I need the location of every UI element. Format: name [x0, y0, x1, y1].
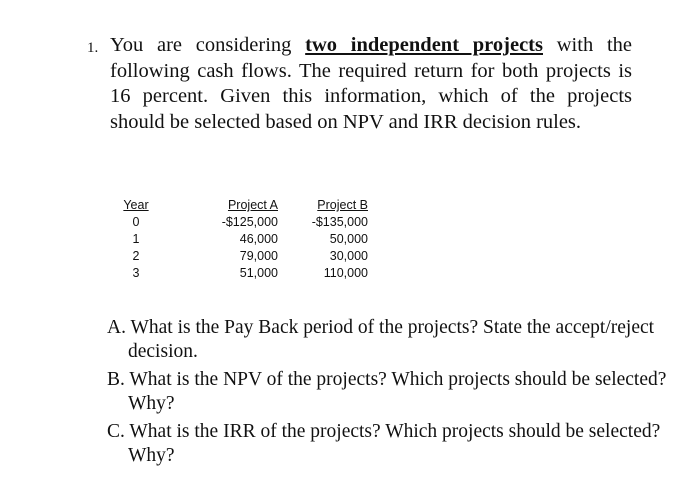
header-project-a: Project A: [227, 198, 278, 212]
cell-project-a: 51,000: [239, 266, 278, 280]
cell-project-a: -$125,000: [221, 215, 278, 229]
table-row: [112, 214, 368, 231]
cell-year: 1: [132, 232, 140, 246]
intro-emphasis: two independent projects: [305, 34, 543, 56]
question-number: 1.: [87, 40, 99, 56]
cell-project-a: 46,000: [239, 232, 278, 246]
cell-project-b: -$135,000: [311, 215, 368, 229]
cell-year: 3: [132, 266, 140, 280]
cell-year: 0: [132, 215, 140, 229]
intro-text-end: with the following cash flows. The required return for both projects is 16 percent. Given this information, which of the projects should be selected based on NPV and IRR decision rules.: [110, 34, 632, 133]
cell-project-b: 30,000: [329, 249, 368, 263]
part-a: A. What is the Pay Back period of the projects? State the accept/reject decision.: [107, 317, 655, 362]
table-row: [112, 248, 368, 265]
table-header-row: [112, 197, 368, 214]
table-row: [112, 265, 368, 282]
cell-project-b: 110,000: [323, 266, 368, 280]
cash-flow-table: [112, 197, 368, 282]
header-project-b: Project B: [317, 198, 368, 212]
cell-project-b: 50,000: [329, 232, 368, 246]
question-intro: [110, 33, 632, 135]
cell-project-a: 79,000: [239, 249, 278, 263]
header-year: Year: [123, 198, 149, 212]
intro-text-start: You are considering: [110, 34, 306, 56]
cell-year: 2: [132, 249, 140, 263]
part-b: B. What is the NPV of the projects? Which projects should be selected? Why?: [107, 369, 667, 414]
question-parts: [107, 316, 667, 472]
part-c: C. What is the IRR of the projects? Which projects should be selected? Why?: [107, 421, 661, 466]
table-row: [112, 231, 368, 248]
